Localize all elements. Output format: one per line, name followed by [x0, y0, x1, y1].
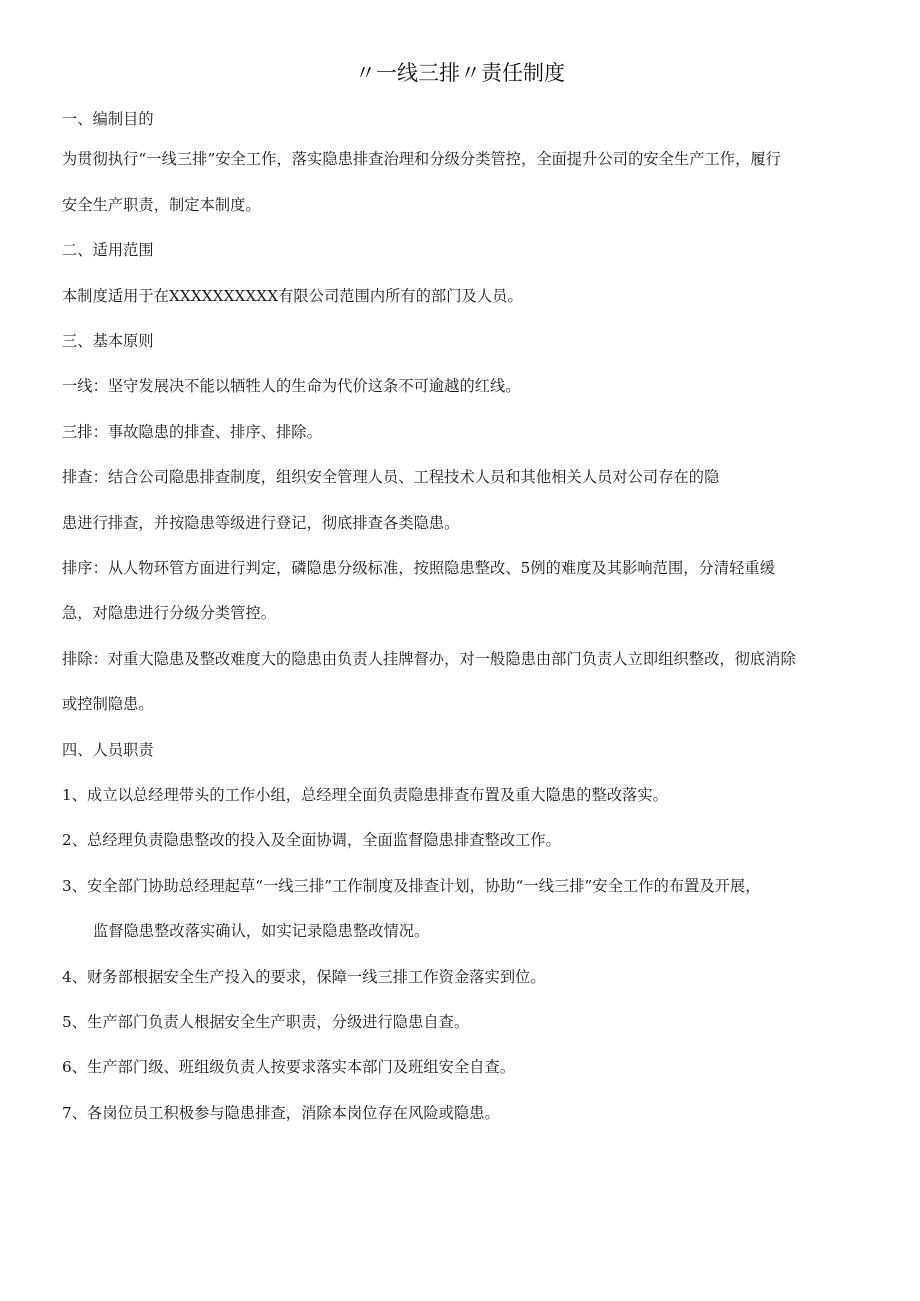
- list-item: 2、总经理负责隐患整改的投入及全面协调，全面监督隐患排查整改工作。: [62, 831, 561, 849]
- paragraph-line: 急，对隐患进行分级分类管控。: [62, 604, 277, 622]
- section-heading: 二、适用范围: [62, 241, 154, 259]
- paragraph-line: 或控制隐患。: [62, 695, 154, 713]
- paragraph-line: 排查：结合公司隐患排查制度，组织安全管理人员、工程技术人员和其他相关人员对公司存在的隐: [62, 468, 720, 486]
- list-item: 6、生产部门级、班组级负责人按要求落实本部门及班组安全自查。: [62, 1058, 516, 1076]
- section-heading: 四、人员职责: [62, 741, 154, 759]
- paragraph-line: 为贯彻执行“一线三排”安全工作，落实隐患排查治理和分级分类管控，全面提升公司的安全生产工作，履行: [62, 150, 781, 168]
- paragraph-line: 安全生产职责，制定本制度。: [62, 196, 261, 214]
- section-heading: 三、基本原则: [62, 332, 154, 350]
- paragraph-line: 本制度适用于在XXXXXXXXXX有限公司范围内所有的部门及人员。: [62, 287, 523, 305]
- section-heading: 一、编制目的: [62, 110, 154, 128]
- paragraph-line: 患进行排查，并按隐患等级进行登记，彻底排查各类隐患。: [62, 514, 460, 532]
- list-item: 7、各岗位员工积极参与隐患排查，消除本岗位存在风险或隐患。: [62, 1104, 500, 1122]
- paragraph-line: 排除：对重大隐患及整改难度大的隐患由负责人挂牌督办，对一般隐患由部门负责人立即组织整改，彻底消除: [62, 650, 796, 668]
- paragraph-line: 一线：坚守发展决不能以牺牲人的生命为代价这条不可逾越的红线。: [62, 377, 521, 395]
- page-title: 〃一线三排〃责任制度: [355, 61, 565, 85]
- list-item: 3、安全部门协助总经理起草“一线三排”工作制度及排查计划，协助“一线三排”安全工作的布置及开展，: [62, 877, 761, 895]
- list-item: 4、财务部根据安全生产投入的要求，保障一线三排工作资金落实到位。: [62, 968, 546, 986]
- list-item: 5、生产部门负责人根据安全生产职责，分级进行隐患自查。: [62, 1013, 470, 1031]
- paragraph-line: 三排：事故隐患的排查、排序、排除。: [62, 423, 322, 441]
- list-item: 1、成立以总经理带头的工作小组，总经理全面负责隐患排查布置及重大隐患的整改落实。: [62, 786, 668, 804]
- list-item-continuation: 监督隐患整改落实确认，如实记录隐患整改情况。: [93, 922, 430, 940]
- paragraph-line: 排序：从人物环管方面进行判定，磷隐患分级标准，按照隐患整改、5例的难度及其影响范围，分清轻重缓: [62, 559, 775, 577]
